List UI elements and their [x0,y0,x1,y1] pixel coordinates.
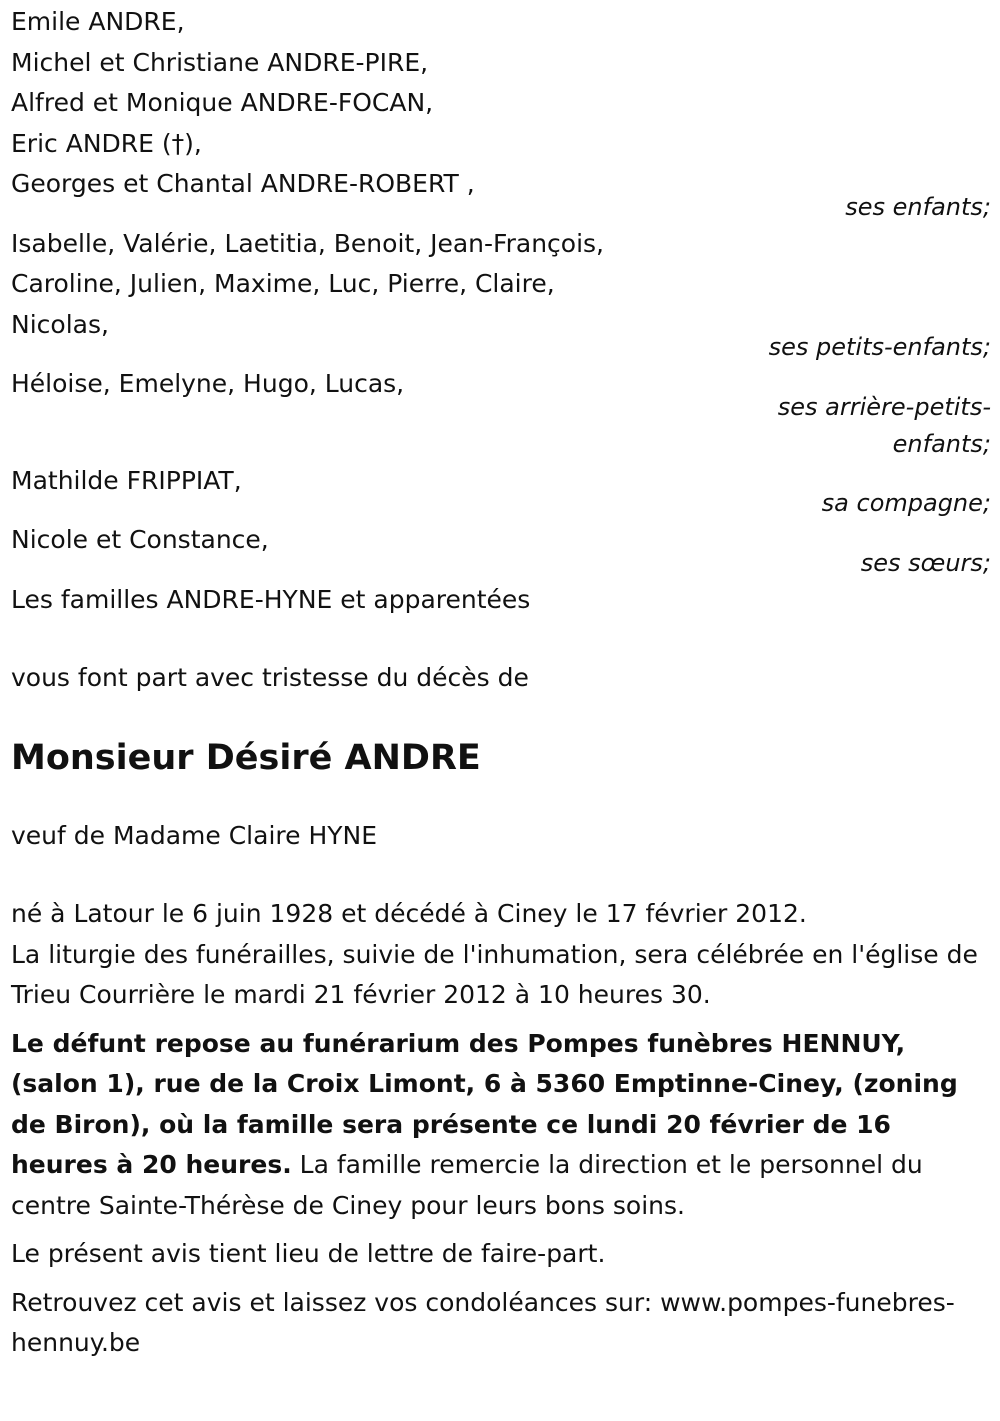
companion-line: Mathilde FRIPPIAT, [11,465,242,495]
repose-paragraph [11,1024,991,1227]
child-line: Georges et Chantal ANDRE-ROBERT , [11,169,475,198]
companion-block [11,461,991,524]
children-relation-label: ses enfants; [845,192,991,221]
families-line: Les familles ANDRE-HYNE et apparentées [11,584,531,614]
repose-bold-text: Le défunt repose au funérarium des Pompes funèbres HENNUY, (salon 1), rue de la Croix Limont, 6 à 5360 Emptinne-Ciney, (zoning de Biron), où la famille sera présente ce lundi 20 février de 16 heures à 20 heures. [11,1028,958,1179]
great-grandchildren-relation-label-cont: enfants; [892,429,991,458]
sisters-line: Nicole et Constance, [11,525,269,554]
great-grandchildren-line: Héloise, Emelyne, Hugo, Lucas, [11,369,405,398]
great-grandchildren-block [11,364,991,464]
sisters-relation-label: ses sœurs; [860,548,991,577]
thanks-text: La famille remercie la direction et le personnel du centre Sainte-Thérèse de Ciney pour leurs bons soins. [11,1150,923,1220]
announcement-line: vous font part avec tristesse du décès de [11,663,529,692]
child-line: Emile ANDRE, [11,7,185,36]
children-block [11,2,991,227]
child-line: Michel et Christiane ANDRE-PIRE, [11,47,429,77]
grandchildren-relation-label: ses petits-enfants; [768,333,991,361]
grandchildren-block [11,224,991,368]
liturgy-paragraph: La liturgie des funérailles, suivie de l'inhumation, sera célébrée en l'église de Trieu Courrière le mardi 21 février 2012 à 10 heures 30. [11,939,978,1009]
companion-relation-label: sa compagne; [821,489,991,517]
grandchildren-line: Caroline, Julien, Maxime, Luc, Pierre, Claire, [11,269,555,298]
great-grandchildren-relation-label: ses arrière-petits- [777,392,991,421]
notice-paragraph: Le présent avis tient lieu de lettre de faire-part. [11,1239,606,1268]
birth-death-line: né à Latour le 6 juin 1928 et décédé à Ciney le 17 février 2012. [11,899,807,928]
child-line: Eric ANDRE (†), [11,128,202,158]
deceased-name: Monsieur Désiré ANDRE [11,737,481,778]
sisters-block [11,520,991,583]
child-line: Alfred et Monique ANDRE-FOCAN, [11,88,434,117]
grandchildren-line: Nicolas, [11,309,109,339]
condolences-paragraph: Retrouvez cet avis et laissez vos condoléances sur: www.pompes-funebres-hennuy.be [11,1287,955,1357]
widower-line: veuf de Madame Claire HYNE [11,820,378,850]
grandchildren-line: Isabelle, Valérie, Laetitia, Benoit, Jean-François, [11,228,604,258]
death-notice [11,2,991,1364]
